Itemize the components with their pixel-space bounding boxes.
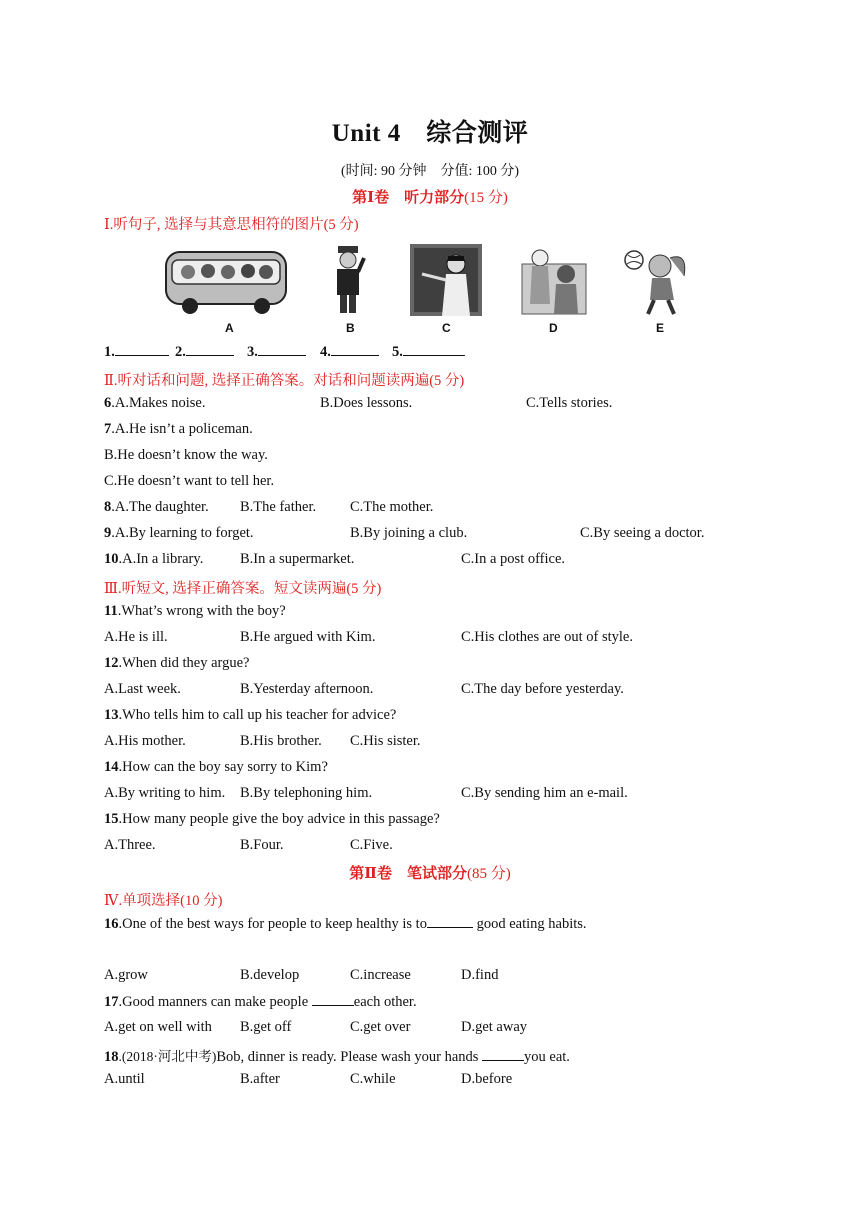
arguing-girls-icon	[518, 244, 590, 316]
q15-stem: 15.How many people give the boy advice in this passage?	[104, 811, 440, 827]
q8-option-b: B.The father.	[240, 499, 317, 515]
page-title: Unit 4 综合测评	[331, 120, 529, 147]
answer-blank-4[interactable]: 4.	[320, 343, 379, 361]
q12-option-b: B.Yesterday afternoon.	[240, 681, 374, 697]
teacher-icon	[410, 244, 482, 316]
section4-heading: Ⅳ.单项选择(10 分)	[104, 893, 223, 909]
q16-blank[interactable]	[427, 915, 473, 928]
q15-option-b: B.Four.	[240, 837, 284, 853]
q8-option-c: C.The mother.	[350, 499, 434, 515]
q14-stem: 14.How can the boy say sorry to Kim?	[104, 759, 328, 775]
section3-heading: Ⅲ.听短文, 选择正确答案。短文读两遍(5 分)	[104, 581, 382, 597]
q12-stem: 12.When did they argue?	[104, 655, 250, 671]
volleyball-girl-icon	[622, 244, 694, 316]
part1-heading	[0, 186, 860, 207]
q18-option-c: C.while	[350, 1071, 396, 1087]
q17-option-a: A.get on well with	[104, 1019, 212, 1035]
answer-blank-2[interactable]: 2.	[175, 343, 234, 361]
q6-option-c: C.Tells stories.	[526, 395, 613, 411]
q13-option-c: C.His sister.	[350, 733, 421, 749]
answer-blank-3[interactable]: 3.	[247, 343, 306, 361]
part1-score: (15 分)	[464, 190, 508, 206]
q14-option-a: A.By writing to him.	[104, 785, 226, 801]
q17-option-b: B.get off	[240, 1019, 292, 1035]
q12-option-c: C.The day before yesterday.	[461, 681, 624, 697]
exam-time-score: (时间: 90 分钟 分值: 100 分)	[340, 164, 520, 179]
q15-option-c: C.Five.	[350, 837, 393, 853]
q14-option-c: C.By sending him an e-mail.	[461, 785, 628, 801]
q13-option-a: A.His mother.	[104, 733, 186, 749]
q10-option-b: B.In a supermarket.	[240, 551, 355, 567]
q11-stem: 11.What’s wrong with the boy?	[104, 603, 286, 619]
policeman-icon	[328, 244, 368, 316]
q7-option-b: B.He doesn’t know the way.	[104, 447, 268, 463]
picture-label-d: D	[549, 321, 558, 335]
q12-option-a: A.Last week.	[104, 681, 181, 697]
q17-option-c: C.get over	[350, 1019, 411, 1035]
q15-option-a: A.Three.	[104, 837, 156, 853]
answer-blank-1[interactable]: 1.	[104, 343, 169, 361]
q16-option-c: C.increase	[350, 967, 411, 983]
q9-option-a: 9.A.By learning to forget.	[104, 525, 254, 541]
q9-option-b: B.By joining a club.	[350, 525, 468, 541]
q7-option-c: C.He doesn’t want to tell her.	[104, 473, 275, 489]
q13-stem: 13.Who tells him to call up his teacher for advice?	[104, 707, 397, 723]
q9-option-c: C.By seeing a doctor.	[580, 525, 705, 541]
section1-heading: Ⅰ.听句子, 选择与其意思相符的图片(5 分)	[104, 217, 359, 233]
section2-heading: Ⅱ.听对话和问题, 选择正确答案。对话和问题读两遍(5 分)	[104, 373, 465, 389]
q17-option-d: D.get away	[461, 1019, 528, 1035]
q18-stem: 18.(2018·河北中考)Bob, dinner is ready. Please wash your hands you eat.	[104, 1049, 570, 1065]
school-bus-icon	[164, 244, 290, 316]
q13-option-b: B.His brother.	[240, 733, 322, 749]
picture-label-a: A	[225, 321, 234, 335]
q16-option-d: D.find	[461, 967, 499, 983]
part2-label: 第Ⅱ卷 笔试部分	[349, 866, 467, 882]
q17-blank[interactable]	[312, 993, 354, 1006]
part2-score: (85 分)	[466, 866, 511, 882]
part2-heading	[0, 862, 860, 883]
answer-blank-5[interactable]: 5.	[392, 343, 465, 361]
q18-blank[interactable]	[482, 1048, 524, 1061]
q7-option-a: 7.A.He isn’t a policeman.	[104, 421, 253, 437]
picture-label-b: B	[346, 321, 355, 335]
q18-option-a: A.until	[104, 1071, 145, 1087]
picture-label-c: C	[442, 321, 451, 335]
picture-options	[160, 244, 720, 336]
q18-option-d: D.before	[461, 1071, 513, 1087]
q11-option-a: A.He is ill.	[104, 629, 168, 645]
q16-stem: 16.One of the best ways for people to keep healthy is to good eating habits.	[104, 916, 587, 932]
q16-option-a: A.grow	[104, 967, 148, 983]
q16-option-b: B.develop	[240, 967, 300, 983]
q10-option-a: 10.A.In a library.	[104, 551, 204, 567]
q18-option-b: B.after	[240, 1071, 280, 1087]
picture-label-e: E	[656, 321, 665, 335]
q6-option-a: 6.A.Makes noise.	[104, 395, 206, 411]
q10-option-c: C.In a post office.	[461, 551, 566, 567]
q17-stem: 17.Good manners can make people each other.	[104, 994, 417, 1010]
q11-option-b: B.He argued with Kim.	[240, 629, 376, 645]
q6-option-b: B.Does lessons.	[320, 395, 413, 411]
q8-option-a: 8.A.The daughter.	[104, 499, 209, 515]
q14-option-b: B.By telephoning him.	[240, 785, 373, 801]
q11-option-c: C.His clothes are out of style.	[461, 629, 633, 645]
part1-label: 第Ⅰ卷 听力部分	[352, 190, 465, 206]
